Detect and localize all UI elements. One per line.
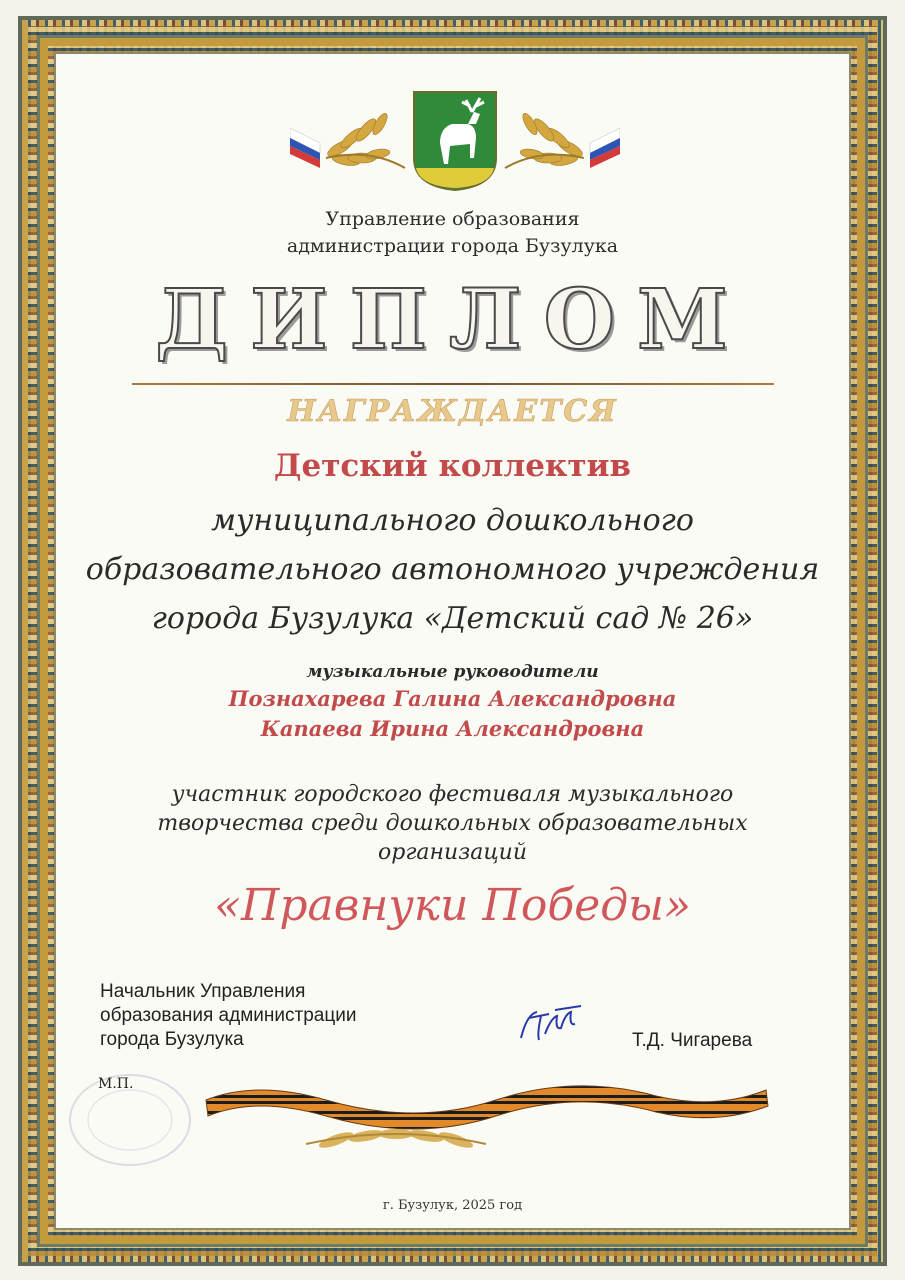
diploma-title: ДИПЛОМ xyxy=(155,272,750,368)
leaders-role: музыкальные руководители xyxy=(306,662,599,682)
institution-line-3: города Бузулука «Детский сад № 26» xyxy=(151,601,754,636)
awarded-heading: НАГРАЖДАЕТСЯ xyxy=(287,394,618,429)
signatory-position xyxy=(100,980,420,1052)
recipient-name: Детский коллектив xyxy=(273,448,632,484)
description-line-2: творчества среди дошкольных образовательных xyxy=(157,811,748,836)
title-divider xyxy=(132,383,774,385)
description-line-3: организаций xyxy=(377,840,528,865)
organization-line-1: Управление образования xyxy=(325,208,580,230)
leader-name: Познахарева Галина Александровна xyxy=(228,686,677,711)
seal-label: М.П. xyxy=(98,1076,134,1092)
festival-name: «Правнуки Победы» xyxy=(214,880,691,931)
signatory-position-line: города Бузулука xyxy=(100,1029,244,1050)
description-line-1: участник городского фестиваля музыкального xyxy=(171,782,734,807)
organization-line-2: администрации города Бузулука xyxy=(286,235,619,257)
leader-name: Капаева Ирина Александровна xyxy=(260,716,645,741)
st-george-ribbon-icon xyxy=(196,1060,776,1160)
signatory-position-line: Начальник Управления xyxy=(100,981,306,1002)
handwritten-signature-icon xyxy=(515,1004,585,1044)
institution-line-2: образовательного автономного учреждения xyxy=(85,552,820,587)
laurel-branch-right-icon xyxy=(500,108,620,178)
institution-line-1: муниципального дошкольного xyxy=(211,503,694,538)
signatory-position-line: образования администрации xyxy=(100,1005,357,1026)
place-and-year: г. Бузулук, 2025 год xyxy=(382,1198,523,1213)
laurel-branch-left-icon xyxy=(290,108,410,178)
emblem-group xyxy=(290,88,620,198)
city-coat-of-arms-icon xyxy=(410,88,500,193)
signatory-name: Т.Д. Чигарева xyxy=(632,1030,753,1051)
